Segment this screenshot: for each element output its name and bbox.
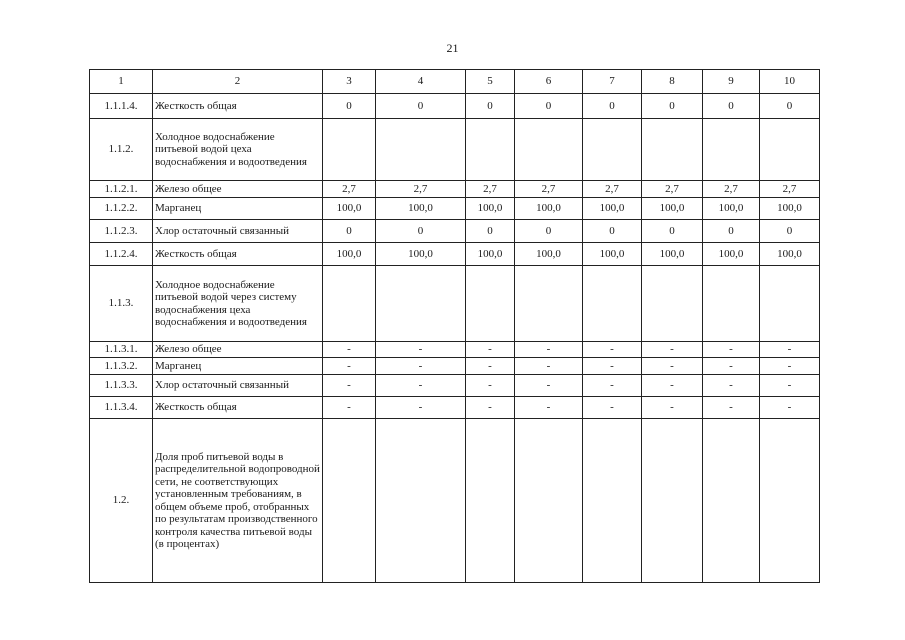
value-cell (642, 419, 703, 583)
value-cell (515, 119, 583, 181)
value-cell: 0 (642, 94, 703, 119)
value-cell: 0 (466, 94, 515, 119)
value-cell: 100,0 (703, 198, 760, 220)
table-row (90, 119, 820, 181)
value-cell (583, 119, 642, 181)
value-cell (466, 119, 515, 181)
row-number-cell: 1.1.2. (90, 119, 153, 181)
value-cell: 0 (642, 220, 703, 243)
value-cell: 2,7 (642, 181, 703, 198)
value-cell: - (583, 375, 642, 397)
indicator-name-cell: Железо общее (153, 342, 323, 358)
header-cell: 10 (760, 70, 820, 94)
row-number-cell: 1.1.3.4. (90, 397, 153, 419)
indicator-name-cell: Марганец (153, 198, 323, 220)
value-cell: - (323, 342, 376, 358)
value-cell: - (376, 358, 466, 375)
value-cell: 0 (376, 94, 466, 119)
value-cell (760, 119, 820, 181)
value-cell: - (760, 375, 820, 397)
header-cell: 2 (153, 70, 323, 94)
value-cell: 100,0 (760, 198, 820, 220)
table-row (90, 220, 820, 243)
value-cell: - (376, 397, 466, 419)
value-cell: 0 (323, 94, 376, 119)
value-cell: 2,7 (515, 181, 583, 198)
row-number-cell: 1.1.1.4. (90, 94, 153, 119)
value-cell: 100,0 (583, 243, 642, 266)
value-cell: 0 (583, 94, 642, 119)
value-cell: 100,0 (583, 198, 642, 220)
value-cell: 0 (583, 220, 642, 243)
indicator-name-cell: Марганец (153, 358, 323, 375)
value-cell: - (466, 342, 515, 358)
value-cell: 0 (376, 220, 466, 243)
value-cell: 100,0 (323, 198, 376, 220)
header-cell: 9 (703, 70, 760, 94)
value-cell: 100,0 (376, 243, 466, 266)
value-cell (466, 419, 515, 583)
value-cell: 2,7 (760, 181, 820, 198)
header-cell: 7 (583, 70, 642, 94)
value-cell: 0 (703, 94, 760, 119)
value-cell (515, 266, 583, 342)
value-cell: 100,0 (466, 198, 515, 220)
header-cell: 3 (323, 70, 376, 94)
data-table (89, 69, 820, 583)
table-row (90, 342, 820, 358)
table-row (90, 181, 820, 198)
value-cell: - (760, 342, 820, 358)
value-cell: 0 (515, 220, 583, 243)
value-cell: 0 (760, 94, 820, 119)
row-number-cell: 1.1.2.3. (90, 220, 153, 243)
value-cell (703, 266, 760, 342)
value-cell: - (376, 342, 466, 358)
value-cell: - (760, 358, 820, 375)
value-cell: - (703, 342, 760, 358)
row-number-cell: 1.2. (90, 419, 153, 583)
value-cell: - (703, 375, 760, 397)
row-number-cell: 1.1.3.3. (90, 375, 153, 397)
value-cell: - (642, 397, 703, 419)
value-cell: 0 (515, 94, 583, 119)
indicator-name-cell: Холодное водоснабжение питьевой водой цеха водоснабжения и водоотведения (153, 119, 323, 181)
indicator-name-cell: Доля проб питьевой воды в распределительной водопроводной сети, не соответствующих установленным требованиям, в общем объеме проб, отобранных по результатам производственного контроля качества питьевой воды (в процентах) (153, 419, 323, 583)
value-cell (760, 419, 820, 583)
value-cell (376, 119, 466, 181)
value-cell: 100,0 (642, 198, 703, 220)
value-cell (323, 266, 376, 342)
table-row (90, 375, 820, 397)
table-row (90, 198, 820, 220)
indicator-name-cell: Жесткость общая (153, 397, 323, 419)
value-cell (760, 266, 820, 342)
table-row (90, 397, 820, 419)
indicator-name-cell: Железо общее (153, 181, 323, 198)
value-cell: - (515, 397, 583, 419)
table-row (90, 94, 820, 119)
value-cell: 100,0 (515, 243, 583, 266)
indicator-name-cell: Жесткость общая (153, 94, 323, 119)
header-cell: 5 (466, 70, 515, 94)
indicator-name-cell: Жесткость общая (153, 243, 323, 266)
table-row (90, 243, 820, 266)
value-cell: 100,0 (642, 243, 703, 266)
value-cell: - (583, 397, 642, 419)
value-cell: - (323, 358, 376, 375)
indicator-name-cell: Хлор остаточный связанный (153, 375, 323, 397)
value-cell (323, 119, 376, 181)
value-cell: - (323, 397, 376, 419)
value-cell: - (515, 358, 583, 375)
value-cell: - (376, 375, 466, 397)
row-number-cell: 1.1.2.2. (90, 198, 153, 220)
value-cell (583, 419, 642, 583)
value-cell: 100,0 (515, 198, 583, 220)
value-cell: - (703, 358, 760, 375)
page-number: 21 (446, 41, 459, 55)
value-cell: - (515, 375, 583, 397)
header-cell: 8 (642, 70, 703, 94)
value-cell: 2,7 (703, 181, 760, 198)
value-cell: 2,7 (466, 181, 515, 198)
value-cell (703, 419, 760, 583)
value-cell: - (466, 375, 515, 397)
row-number-cell: 1.1.3.2. (90, 358, 153, 375)
value-cell (376, 266, 466, 342)
header-cell: 4 (376, 70, 466, 94)
table-row (90, 419, 820, 583)
header-row (90, 70, 820, 94)
value-cell (642, 119, 703, 181)
value-cell: - (703, 397, 760, 419)
value-cell: - (466, 358, 515, 375)
row-number-cell: 1.1.2.4. (90, 243, 153, 266)
value-cell (642, 266, 703, 342)
value-cell: 100,0 (376, 198, 466, 220)
value-cell: - (323, 375, 376, 397)
value-cell: - (583, 358, 642, 375)
table-row (90, 266, 820, 342)
value-cell (323, 419, 376, 583)
value-cell: 2,7 (376, 181, 466, 198)
value-cell: 2,7 (323, 181, 376, 198)
value-cell: - (642, 375, 703, 397)
header-cell: 1 (90, 70, 153, 94)
value-cell: 0 (323, 220, 376, 243)
value-cell: - (642, 342, 703, 358)
value-cell (376, 419, 466, 583)
value-cell: - (760, 397, 820, 419)
header-cell: 6 (515, 70, 583, 94)
value-cell: 100,0 (760, 243, 820, 266)
row-number-cell: 1.1.3.1. (90, 342, 153, 358)
value-cell: 100,0 (466, 243, 515, 266)
value-cell: 0 (466, 220, 515, 243)
value-cell (466, 266, 515, 342)
value-cell: - (642, 358, 703, 375)
row-number-cell: 1.1.2.1. (90, 181, 153, 198)
row-number-cell: 1.1.3. (90, 266, 153, 342)
indicator-name-cell: Холодное водоснабжение питьевой водой через систему водоснабжения цеха водоснабжения и водоотведения (153, 266, 323, 342)
value-cell: 100,0 (703, 243, 760, 266)
value-cell: - (515, 342, 583, 358)
value-cell: 2,7 (583, 181, 642, 198)
value-cell: 0 (703, 220, 760, 243)
value-cell: - (583, 342, 642, 358)
value-cell (703, 119, 760, 181)
value-cell (515, 419, 583, 583)
indicator-name-cell: Хлор остаточный связанный (153, 220, 323, 243)
value-cell: - (466, 397, 515, 419)
value-cell: 0 (760, 220, 820, 243)
value-cell: 100,0 (323, 243, 376, 266)
value-cell (583, 266, 642, 342)
table-row (90, 358, 820, 375)
